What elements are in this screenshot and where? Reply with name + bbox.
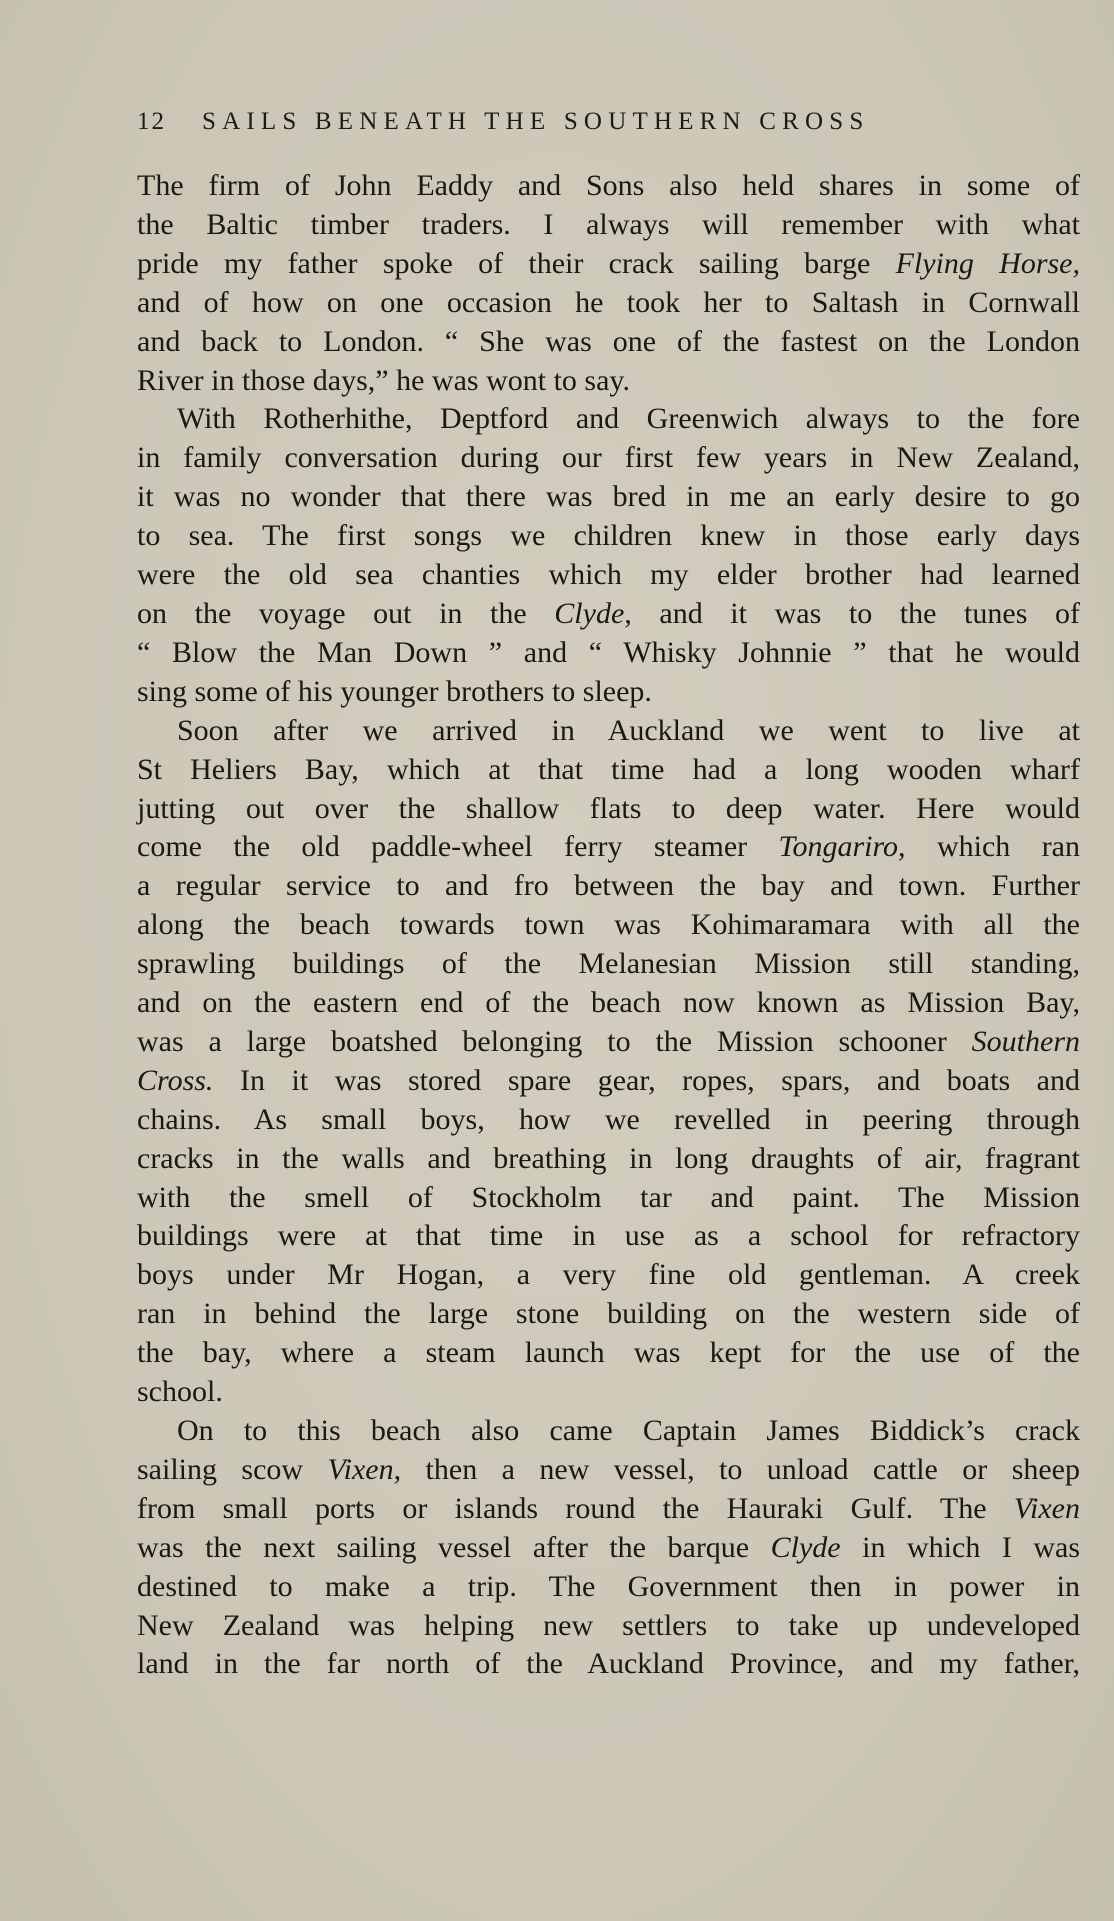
- text-line: it was no wonder that there was bred in me an early desire to go: [137, 480, 1080, 514]
- book-title: SAILS BENEATH THE SOUTHERN CROSS: [202, 108, 870, 135]
- text-line: come the old paddle-wheel ferry steamer Tongariro, which ran: [137, 830, 1080, 864]
- text-line: in family conversation during our first few years in New Zealand,: [137, 441, 1080, 475]
- text-line: The firm of John Eaddy and Sons also held shares in some of: [137, 169, 1080, 202]
- text-line: with the smell of Stockholm tar and paint. The Mission: [137, 1180, 1080, 1214]
- text-line: boys under Mr Hogan, a very fine old gentleman. A creek: [137, 1258, 1080, 1292]
- text-line: buildings were at that time in use as a school for refractory: [137, 1219, 1080, 1253]
- text-line: and back to London. “ She was one of the fastest on the London: [137, 324, 1080, 358]
- body-text: [137, 167, 1080, 1684]
- text-line: a regular service to and fro between the bay and town. Further: [137, 869, 1080, 903]
- page-number: 12: [137, 108, 166, 135]
- text-line: cracks in the walls and breathing in long draughts of air, fragrant: [137, 1141, 1080, 1175]
- text-line: jutting out over the shallow flats to deep water. Here would: [137, 791, 1080, 825]
- text-line: and on the eastern end of the beach now known as Mission Bay,: [137, 986, 1080, 1020]
- text-line: New Zealand was helping new settlers to take up undeveloped: [137, 1608, 1080, 1642]
- text-line: the Baltic timber traders. I always will remember with what: [137, 207, 1080, 241]
- text-line: pride my father spoke of their crack sailing barge Flying Horse,: [137, 246, 1080, 280]
- text-line: St Heliers Bay, which at that time had a long wooden wharf: [137, 752, 1080, 786]
- text-line: school.: [137, 1375, 223, 1409]
- text-line: along the beach towards town was Kohimaramara with all the: [137, 908, 1080, 942]
- text-line: on the voyage out in the Clyde, and it was to the tunes of: [137, 596, 1080, 630]
- text-line: sprawling buildings of the Melanesian Mission still standing,: [137, 947, 1080, 981]
- text-line: sing some of his younger brothers to sleep.: [137, 674, 652, 708]
- running-head: [137, 104, 1030, 140]
- text-line: were the old sea chanties which my elder brother had learned: [137, 558, 1080, 592]
- text-line: was a large boatshed belonging to the Mission schooner Southern: [137, 1024, 1080, 1058]
- text-line: River in those days,” he was wont to say.: [137, 363, 630, 397]
- text-line: to sea. The first songs we children knew in those early days: [137, 519, 1080, 553]
- text-line: ran in behind the large stone building on the western side of: [137, 1297, 1080, 1331]
- text-line: destined to make a trip. The Government then in power in: [137, 1569, 1080, 1603]
- text-line: land in the far north of the Auckland Province, and my father,: [137, 1647, 1080, 1681]
- text-line: and of how on one occasion he took her to Saltash in Cornwall: [137, 285, 1080, 319]
- text-line: sailing scow Vixen, then a new vessel, to unload cattle or sheep: [137, 1452, 1081, 1486]
- text-line: chains. As small boys, how we revelled in peering through: [137, 1102, 1080, 1136]
- text-line: On to this beach also came Captain James Biddick’s crack: [177, 1414, 1080, 1447]
- text-line: from small ports or islands round the Hauraki Gulf. The Vixen: [137, 1491, 1080, 1525]
- text-line: Soon after we arrived in Auckland we went to live at: [177, 713, 1080, 747]
- text-line: the bay, where a steam launch was kept for the use of the: [137, 1336, 1080, 1370]
- text-line: Cross. In it was stored spare gear, ropes, spars, and boats and: [137, 1063, 1080, 1097]
- text-line: was the next sailing vessel after the barque Clyde in which I was: [137, 1530, 1080, 1564]
- text-line: “ Blow the Man Down ” and “ Whisky Johnnie ” that he would: [137, 635, 1080, 669]
- text-line: With Rotherhithe, Deptford and Greenwich always to the fore: [177, 402, 1080, 436]
